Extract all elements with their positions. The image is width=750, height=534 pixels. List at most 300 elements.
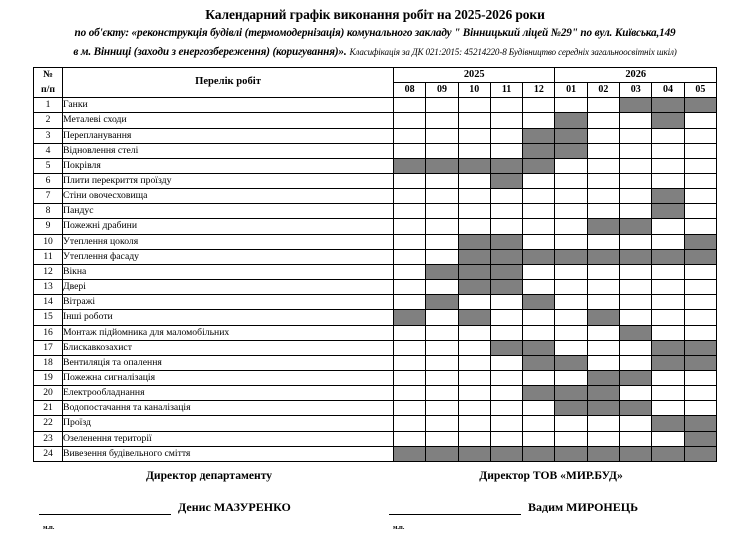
document-subtitle-line2: в м. Вінниці (заходи з енергозбереження) (коригування)». <box>73 46 347 59</box>
header-month-02: 02 <box>587 83 619 98</box>
row-work-name: Плити перекриття проїзду <box>63 173 394 188</box>
gantt-cell-05 <box>684 401 716 416</box>
gantt-cell-11 <box>490 158 522 173</box>
row-number: 12 <box>34 264 63 279</box>
gantt-cell-04 <box>652 143 684 158</box>
row-work-name: Озеленення території <box>63 431 394 446</box>
gantt-cell-02 <box>587 143 619 158</box>
gantt-cell-11 <box>490 143 522 158</box>
gantt-cell-02 <box>587 371 619 386</box>
gantt-cell-04 <box>652 234 684 249</box>
gantt-cell-08 <box>394 249 426 264</box>
gantt-cell-12 <box>523 325 555 340</box>
gantt-cell-10 <box>458 204 490 219</box>
gantt-cell-08 <box>394 219 426 234</box>
gantt-cell-05 <box>684 249 716 264</box>
row-number: 19 <box>34 371 63 386</box>
gantt-cell-11 <box>490 416 522 431</box>
gantt-cell-08 <box>394 431 426 446</box>
gantt-cell-11 <box>490 173 522 188</box>
signature-roles-row <box>33 469 717 482</box>
gantt-cell-02 <box>587 204 619 219</box>
gantt-cell-08 <box>394 310 426 325</box>
signature-right-slot <box>385 500 717 515</box>
seal-label-left: м.п. <box>43 523 55 531</box>
row-work-name: Стіни овочесховища <box>63 189 394 204</box>
row-number: 1 <box>34 98 63 113</box>
gantt-cell-01 <box>555 219 587 234</box>
row-number: 22 <box>34 416 63 431</box>
signature-left-slot <box>33 500 385 515</box>
gantt-cell-11 <box>490 295 522 310</box>
gantt-cell-10 <box>458 143 490 158</box>
gantt-cell-08 <box>394 386 426 401</box>
gantt-cell-03 <box>620 204 652 219</box>
gantt-cell-10 <box>458 355 490 370</box>
gantt-cell-09 <box>426 113 458 128</box>
gantt-cell-01 <box>555 128 587 143</box>
row-work-name: Монтаж підйомника для маломобільних <box>63 325 394 340</box>
gantt-cell-02 <box>587 295 619 310</box>
gantt-cell-05 <box>684 386 716 401</box>
row-work-name: Водопостачання та каналізація <box>63 401 394 416</box>
gantt-cell-12 <box>523 128 555 143</box>
document-classification: Класифікація за ДК 021:2015: 45214220-8 Будівництво середніх загальноосвітніх шкіл) <box>349 47 677 58</box>
table-row <box>34 371 717 386</box>
gantt-cell-10 <box>458 189 490 204</box>
gantt-cell-01 <box>555 371 587 386</box>
row-number: 21 <box>34 401 63 416</box>
gantt-cell-03 <box>620 295 652 310</box>
gantt-cell-05 <box>684 158 716 173</box>
gantt-cell-10 <box>458 340 490 355</box>
signature-right-line[interactable] <box>389 503 521 515</box>
gantt-cell-05 <box>684 280 716 295</box>
row-number: 16 <box>34 325 63 340</box>
gantt-cell-10 <box>458 446 490 461</box>
gantt-cell-01 <box>555 158 587 173</box>
gantt-cell-04 <box>652 371 684 386</box>
header-row-years <box>34 67 717 82</box>
gantt-cell-03 <box>620 264 652 279</box>
gantt-cell-02 <box>587 158 619 173</box>
gantt-cell-12 <box>523 234 555 249</box>
gantt-cell-08 <box>394 128 426 143</box>
table-row <box>34 310 717 325</box>
row-number: 24 <box>34 446 63 461</box>
header-month-05: 05 <box>684 83 716 98</box>
table-head <box>34 67 717 97</box>
gantt-cell-04 <box>652 128 684 143</box>
gantt-cell-10 <box>458 173 490 188</box>
header-month-03: 03 <box>620 83 652 98</box>
gantt-cell-12 <box>523 416 555 431</box>
table-row <box>34 416 717 431</box>
gantt-cell-10 <box>458 295 490 310</box>
row-number: 10 <box>34 234 63 249</box>
gantt-cell-11 <box>490 431 522 446</box>
row-number: 17 <box>34 340 63 355</box>
gantt-cell-03 <box>620 158 652 173</box>
header-year-2026: 2026 <box>555 67 717 82</box>
gantt-cell-01 <box>555 325 587 340</box>
row-work-name: Вікна <box>63 264 394 279</box>
gantt-cell-09 <box>426 143 458 158</box>
row-number: 3 <box>34 128 63 143</box>
gantt-cell-10 <box>458 113 490 128</box>
table-row <box>34 189 717 204</box>
seal-label-right: м.п. <box>393 523 405 531</box>
signature-right-name: Вадим МИРОНЕЦЬ <box>528 499 639 514</box>
gantt-cell-04 <box>652 204 684 219</box>
gantt-cell-02 <box>587 234 619 249</box>
gantt-cell-03 <box>620 234 652 249</box>
gantt-cell-04 <box>652 295 684 310</box>
gantt-cell-08 <box>394 446 426 461</box>
gantt-cell-09 <box>426 249 458 264</box>
gantt-cell-04 <box>652 280 684 295</box>
gantt-cell-11 <box>490 264 522 279</box>
gantt-cell-02 <box>587 264 619 279</box>
gantt-cell-04 <box>652 219 684 234</box>
gantt-cell-04 <box>652 340 684 355</box>
gantt-cell-08 <box>394 98 426 113</box>
signature-names-row <box>33 500 717 515</box>
gantt-cell-10 <box>458 386 490 401</box>
gantt-cell-09 <box>426 386 458 401</box>
table-row <box>34 401 717 416</box>
gantt-cell-05 <box>684 295 716 310</box>
gantt-cell-11 <box>490 325 522 340</box>
gantt-cell-01 <box>555 113 587 128</box>
gantt-cell-10 <box>458 325 490 340</box>
gantt-cell-10 <box>458 401 490 416</box>
table-row <box>34 386 717 401</box>
gantt-cell-12 <box>523 173 555 188</box>
gantt-cell-01 <box>555 340 587 355</box>
gantt-cell-02 <box>587 98 619 113</box>
gantt-cell-12 <box>523 386 555 401</box>
table-row <box>34 431 717 446</box>
gantt-cell-09 <box>426 204 458 219</box>
gantt-cell-05 <box>684 219 716 234</box>
row-work-name: Вивезення будівельного сміття <box>63 446 394 461</box>
gantt-cell-01 <box>555 234 587 249</box>
row-number: 5 <box>34 158 63 173</box>
table-row <box>34 249 717 264</box>
gantt-cell-12 <box>523 295 555 310</box>
gantt-cell-02 <box>587 325 619 340</box>
gantt-cell-08 <box>394 264 426 279</box>
gantt-cell-08 <box>394 340 426 355</box>
gantt-cell-09 <box>426 98 458 113</box>
table-row <box>34 219 717 234</box>
gantt-cell-05 <box>684 446 716 461</box>
gantt-cell-03 <box>620 340 652 355</box>
gantt-cell-08 <box>394 113 426 128</box>
row-work-name: Утеплення фасаду <box>63 249 394 264</box>
document-subtitle-line2-row <box>0 41 750 62</box>
gantt-cell-10 <box>458 98 490 113</box>
row-number: 13 <box>34 280 63 295</box>
gantt-cell-04 <box>652 98 684 113</box>
gantt-cell-12 <box>523 143 555 158</box>
gantt-cell-11 <box>490 401 522 416</box>
gantt-cell-08 <box>394 280 426 295</box>
header-row-number: № п/п <box>34 67 63 97</box>
gantt-cell-10 <box>458 128 490 143</box>
table-row <box>34 204 717 219</box>
gantt-cell-09 <box>426 128 458 143</box>
row-number: 20 <box>34 386 63 401</box>
gantt-cell-10 <box>458 431 490 446</box>
gantt-cell-11 <box>490 310 522 325</box>
gantt-cell-08 <box>394 143 426 158</box>
table-row <box>34 355 717 370</box>
gantt-cell-08 <box>394 204 426 219</box>
row-work-name: Відновлення стелі <box>63 143 394 158</box>
header-works-list: Перелік робіт <box>63 67 394 97</box>
table-row <box>34 98 717 113</box>
gantt-cell-01 <box>555 173 587 188</box>
gantt-cell-02 <box>587 219 619 234</box>
signature-right-role: Директор ТОВ «МИР.БУД» <box>479 468 623 482</box>
gantt-cell-02 <box>587 310 619 325</box>
gantt-cell-05 <box>684 431 716 446</box>
signature-seals-row <box>33 516 717 534</box>
gantt-cell-03 <box>620 128 652 143</box>
header-month-10: 10 <box>458 83 490 98</box>
table-row <box>34 295 717 310</box>
gantt-cell-01 <box>555 189 587 204</box>
row-number: 23 <box>34 431 63 446</box>
signature-right-seal-slot <box>385 516 717 534</box>
gantt-cell-05 <box>684 143 716 158</box>
gantt-cell-11 <box>490 340 522 355</box>
table-row <box>34 113 717 128</box>
header-month-04: 04 <box>652 83 684 98</box>
gantt-cell-11 <box>490 189 522 204</box>
gantt-cell-11 <box>490 219 522 234</box>
gantt-cell-12 <box>523 264 555 279</box>
gantt-cell-12 <box>523 249 555 264</box>
gantt-cell-02 <box>587 189 619 204</box>
gantt-cell-12 <box>523 113 555 128</box>
row-work-name: Покрівля <box>63 158 394 173</box>
row-number: 9 <box>34 219 63 234</box>
gantt-cell-10 <box>458 158 490 173</box>
gantt-cell-03 <box>620 416 652 431</box>
gantt-cell-12 <box>523 280 555 295</box>
header-month-08: 08 <box>394 83 426 98</box>
gantt-table-wrapper <box>33 67 717 462</box>
gantt-cell-12 <box>523 355 555 370</box>
gantt-cell-08 <box>394 158 426 173</box>
gantt-cell-11 <box>490 249 522 264</box>
gantt-cell-09 <box>426 234 458 249</box>
gantt-cell-11 <box>490 386 522 401</box>
gantt-cell-05 <box>684 128 716 143</box>
gantt-cell-09 <box>426 431 458 446</box>
gantt-cell-08 <box>394 173 426 188</box>
row-work-name: Двері <box>63 280 394 295</box>
gantt-cell-02 <box>587 401 619 416</box>
gantt-cell-03 <box>620 113 652 128</box>
gantt-table <box>33 67 717 462</box>
gantt-cell-04 <box>652 310 684 325</box>
gantt-cell-01 <box>555 143 587 158</box>
gantt-cell-11 <box>490 355 522 370</box>
gantt-cell-05 <box>684 189 716 204</box>
row-number: 8 <box>34 204 63 219</box>
gantt-cell-03 <box>620 189 652 204</box>
gantt-cell-12 <box>523 371 555 386</box>
gantt-cell-09 <box>426 310 458 325</box>
gantt-cell-05 <box>684 340 716 355</box>
gantt-cell-02 <box>587 431 619 446</box>
gantt-cell-11 <box>490 234 522 249</box>
gantt-cell-05 <box>684 310 716 325</box>
gantt-cell-05 <box>684 416 716 431</box>
row-work-name: Пожежна сигналізація <box>63 371 394 386</box>
gantt-cell-01 <box>555 204 587 219</box>
gantt-cell-01 <box>555 431 587 446</box>
gantt-cell-03 <box>620 401 652 416</box>
gantt-cell-05 <box>684 234 716 249</box>
row-number: 14 <box>34 295 63 310</box>
row-work-name: Інші роботи <box>63 310 394 325</box>
gantt-cell-01 <box>555 401 587 416</box>
row-number: 2 <box>34 113 63 128</box>
row-work-name: Пожежні драбини <box>63 219 394 234</box>
gantt-cell-04 <box>652 386 684 401</box>
table-row <box>34 264 717 279</box>
gantt-cell-01 <box>555 310 587 325</box>
row-work-name: Блискавкозахист <box>63 340 394 355</box>
table-body <box>34 98 717 462</box>
gantt-cell-08 <box>394 401 426 416</box>
gantt-cell-05 <box>684 355 716 370</box>
gantt-cell-01 <box>555 295 587 310</box>
gantt-cell-12 <box>523 204 555 219</box>
gantt-cell-04 <box>652 355 684 370</box>
row-work-name: Утеплення цоколя <box>63 234 394 249</box>
header-year-2025: 2025 <box>394 67 555 82</box>
gantt-cell-05 <box>684 113 716 128</box>
table-row <box>34 234 717 249</box>
table-row <box>34 446 717 461</box>
gantt-cell-08 <box>394 416 426 431</box>
gantt-cell-02 <box>587 355 619 370</box>
gantt-cell-11 <box>490 128 522 143</box>
gantt-cell-12 <box>523 98 555 113</box>
gantt-cell-02 <box>587 173 619 188</box>
gantt-cell-04 <box>652 158 684 173</box>
gantt-cell-04 <box>652 416 684 431</box>
gantt-cell-04 <box>652 113 684 128</box>
gantt-cell-04 <box>652 431 684 446</box>
signature-left-name: Денис МАЗУРЕНКО <box>178 499 291 514</box>
header-month-12: 12 <box>523 83 555 98</box>
signature-left-role: Директор департаменту <box>145 468 273 482</box>
row-work-name: Ганки <box>63 98 394 113</box>
row-number: 4 <box>34 143 63 158</box>
gantt-cell-02 <box>587 280 619 295</box>
table-row <box>34 173 717 188</box>
gantt-cell-05 <box>684 204 716 219</box>
row-number: 11 <box>34 249 63 264</box>
table-row <box>34 143 717 158</box>
gantt-cell-04 <box>652 189 684 204</box>
gantt-cell-02 <box>587 113 619 128</box>
gantt-cell-09 <box>426 325 458 340</box>
gantt-cell-01 <box>555 386 587 401</box>
gantt-cell-01 <box>555 280 587 295</box>
row-number: 15 <box>34 310 63 325</box>
gantt-cell-11 <box>490 371 522 386</box>
gantt-cell-04 <box>652 249 684 264</box>
gantt-cell-03 <box>620 280 652 295</box>
row-number: 7 <box>34 189 63 204</box>
gantt-cell-10 <box>458 310 490 325</box>
gantt-cell-03 <box>620 173 652 188</box>
table-row <box>34 280 717 295</box>
gantt-cell-03 <box>620 143 652 158</box>
gantt-cell-11 <box>490 204 522 219</box>
gantt-cell-09 <box>426 219 458 234</box>
gantt-cell-05 <box>684 371 716 386</box>
gantt-cell-02 <box>587 249 619 264</box>
gantt-cell-09 <box>426 416 458 431</box>
gantt-cell-10 <box>458 234 490 249</box>
gantt-cell-09 <box>426 173 458 188</box>
document-subtitle-line1: по об'єкту: «реконструкція будівлі (термомодернізація) комунального закладу " Вінницький ліцей №29" по вул. Київська,149 <box>74 26 676 39</box>
gantt-cell-09 <box>426 158 458 173</box>
gantt-cell-01 <box>555 264 587 279</box>
gantt-cell-01 <box>555 355 587 370</box>
gantt-cell-10 <box>458 416 490 431</box>
gantt-cell-10 <box>458 280 490 295</box>
gantt-cell-09 <box>426 401 458 416</box>
gantt-cell-09 <box>426 295 458 310</box>
row-work-name: Вітражі <box>63 295 394 310</box>
gantt-cell-09 <box>426 280 458 295</box>
gantt-cell-01 <box>555 416 587 431</box>
gantt-cell-12 <box>523 158 555 173</box>
gantt-cell-04 <box>652 264 684 279</box>
row-number: 18 <box>34 355 63 370</box>
title-block <box>0 0 750 62</box>
gantt-cell-09 <box>426 355 458 370</box>
gantt-cell-03 <box>620 446 652 461</box>
gantt-cell-08 <box>394 371 426 386</box>
table-row <box>34 340 717 355</box>
gantt-cell-03 <box>620 310 652 325</box>
gantt-cell-11 <box>490 98 522 113</box>
gantt-cell-03 <box>620 325 652 340</box>
gantt-cell-12 <box>523 219 555 234</box>
gantt-cell-08 <box>394 234 426 249</box>
row-work-name: Електрообладнання <box>63 386 394 401</box>
gantt-cell-11 <box>490 113 522 128</box>
gantt-cell-05 <box>684 264 716 279</box>
gantt-cell-03 <box>620 386 652 401</box>
gantt-cell-02 <box>587 128 619 143</box>
row-work-name: Пандус <box>63 204 394 219</box>
signature-left-line[interactable] <box>39 503 171 515</box>
gantt-cell-04 <box>652 446 684 461</box>
gantt-cell-10 <box>458 249 490 264</box>
